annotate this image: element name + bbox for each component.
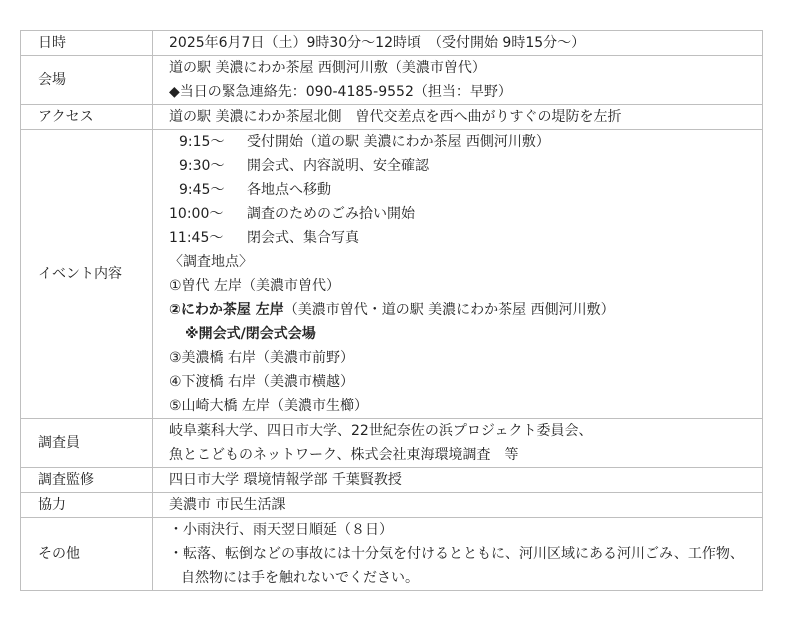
access-text: 道の駅 美濃にわか茶屋北側 曽代交差点を西へ曲がりすぐの堤防を左折 (169, 109, 622, 125)
site-item: ③美濃橋 右岸（美濃市前野） (169, 350, 355, 366)
label-access: アクセス (21, 105, 153, 130)
other-note: ・小雨決行、雨天翌日順延（８日） (169, 522, 393, 538)
site-item (169, 298, 756, 322)
label-event: イベント内容 (21, 130, 153, 419)
schedule-text: 受付開始（道の駅 美濃にわか茶屋 西側河川敷） (247, 134, 550, 150)
site-item: ④下渡橋 右岸（美濃市横越） (169, 374, 355, 390)
row-datetime (21, 31, 763, 56)
schedule-item (169, 130, 756, 154)
value-event (153, 130, 763, 419)
event-info-table (20, 30, 763, 591)
schedule-time: 9:30～ (179, 158, 225, 174)
datetime-text: 2025年6月7日（土）9時30分～12時頃 （受付開始 9時15分～） (169, 35, 586, 51)
row-cooperation (21, 493, 763, 518)
schedule-item (169, 202, 756, 226)
cooperation-text: 美濃市 市民生活課 (169, 497, 286, 513)
supervision-text: 四日市大学 環境情報学部 千葉賢教授 (169, 472, 402, 488)
row-venue (21, 56, 763, 105)
value-datetime (153, 31, 763, 56)
label-investigators: 調査員 (21, 419, 153, 468)
venue-location: 道の駅 美濃にわか茶屋 西側河川敷（美濃市曽代） (169, 60, 486, 76)
investigators-line: 岐阜薬科大学、四日市大学、22世紀奈佐の浜プロジェクト委員会、 (169, 423, 593, 439)
schedule-item (169, 178, 756, 202)
schedule-text: 調査のためのごみ拾い開始 (247, 206, 415, 222)
value-cooperation (153, 493, 763, 518)
site-name-bold: ②にわか茶屋 左岸 (169, 302, 284, 318)
venue-emergency-contact: ◆当日の緊急連絡先：090-4185-9552（担当：早野） (169, 84, 512, 100)
investigators-line: 魚とこどものネットワーク、株式会社東海環境調査 等 (169, 447, 519, 463)
row-access (21, 105, 763, 130)
value-supervision (153, 468, 763, 493)
sites-heading: 〈調査地点〉 (169, 254, 253, 270)
label-other: その他 (21, 518, 153, 591)
label-venue: 会場 (21, 56, 153, 105)
label-supervision: 調査監修 (21, 468, 153, 493)
schedule-item (169, 226, 756, 250)
schedule-time: 11:45～ (169, 230, 224, 246)
schedule-text: 開会式、内容説明、安全確認 (247, 158, 429, 174)
value-other (153, 518, 763, 591)
row-event (21, 130, 763, 419)
site-detail: （美濃市曽代・道の駅 美濃にわか茶屋 西側河川敷） (283, 302, 615, 318)
value-access (153, 105, 763, 130)
other-note: ・転落、転倒などの事故には十分気を付けるとともに、河川区域にある河川ごみ、工作物、自然物には手を触れないでください。 (169, 546, 744, 586)
schedule-time: 9:15～ (179, 134, 225, 150)
schedule-text: 閉会式、集合写真 (247, 230, 359, 246)
label-cooperation: 協力 (21, 493, 153, 518)
site-item: ①曽代 左岸（美濃市曽代） (169, 278, 341, 294)
value-venue (153, 56, 763, 105)
schedule-time: 9:45～ (179, 182, 225, 198)
row-investigators (21, 419, 763, 468)
schedule-time: 10:00～ (169, 206, 224, 222)
schedule-text: 各地点へ移動 (247, 182, 331, 198)
schedule-item (169, 154, 756, 178)
site-item: ⑤山崎大橋 左岸（美濃市生櫛） (169, 398, 369, 414)
row-other (21, 518, 763, 591)
row-supervision (21, 468, 763, 493)
label-datetime: 日時 (21, 31, 153, 56)
ceremony-venue-note: ※開会式/閉会式会場 (185, 326, 316, 342)
value-investigators (153, 419, 763, 468)
